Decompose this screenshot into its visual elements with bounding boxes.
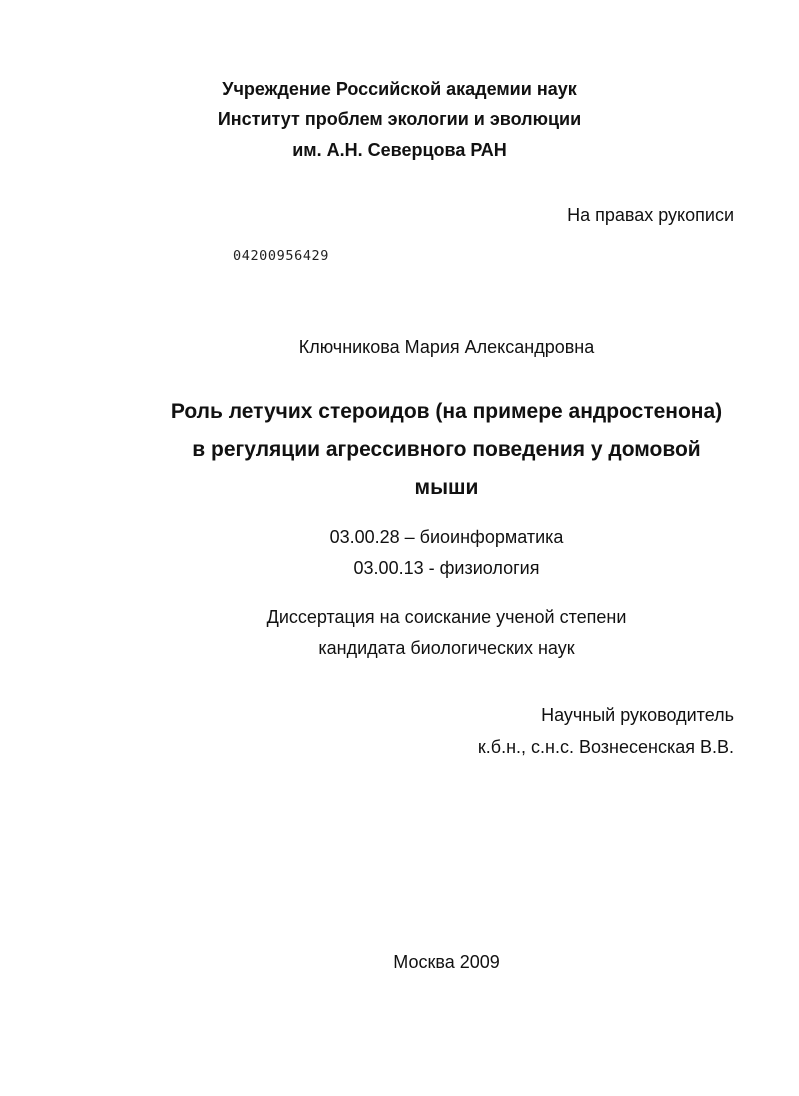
institution-line-1: Учреждение Российской академии наук [222, 79, 577, 99]
author-name: Ключникова Мария Александровна [298, 337, 595, 357]
specialty-bioinformatics: 03.00.28 – биоинформатика [329, 527, 564, 547]
institution-line-3: им. А.Н. Северцова РАН [292, 140, 507, 160]
degree-line-2: кандидата биологических наук [318, 638, 575, 658]
degree-line-1: Диссертация на соискание ученой степени [266, 607, 627, 627]
catalog-number-stamp: 04200956429 [233, 248, 330, 264]
dissertation-title-line-3: мыши [414, 476, 479, 499]
supervisor-name: к.б.н., с.н.с. Вознесенская В.В. [477, 737, 734, 757]
institution-line-2: Институт проблем экологии и эволюции [217, 109, 582, 129]
dissertation-title-line-1: Роль летучих стероидов (на примере андростенона) [170, 400, 723, 423]
specialty-physiology: 03.00.13 - физиология [353, 558, 540, 578]
supervisor-label: Научный руководитель [541, 705, 734, 725]
dissertation-title-line-2: в регуляции агрессивного поведения у домовой [192, 438, 701, 461]
rights-note: На правах рукописи [567, 205, 734, 225]
city-year: Москва 2009 [393, 952, 500, 972]
